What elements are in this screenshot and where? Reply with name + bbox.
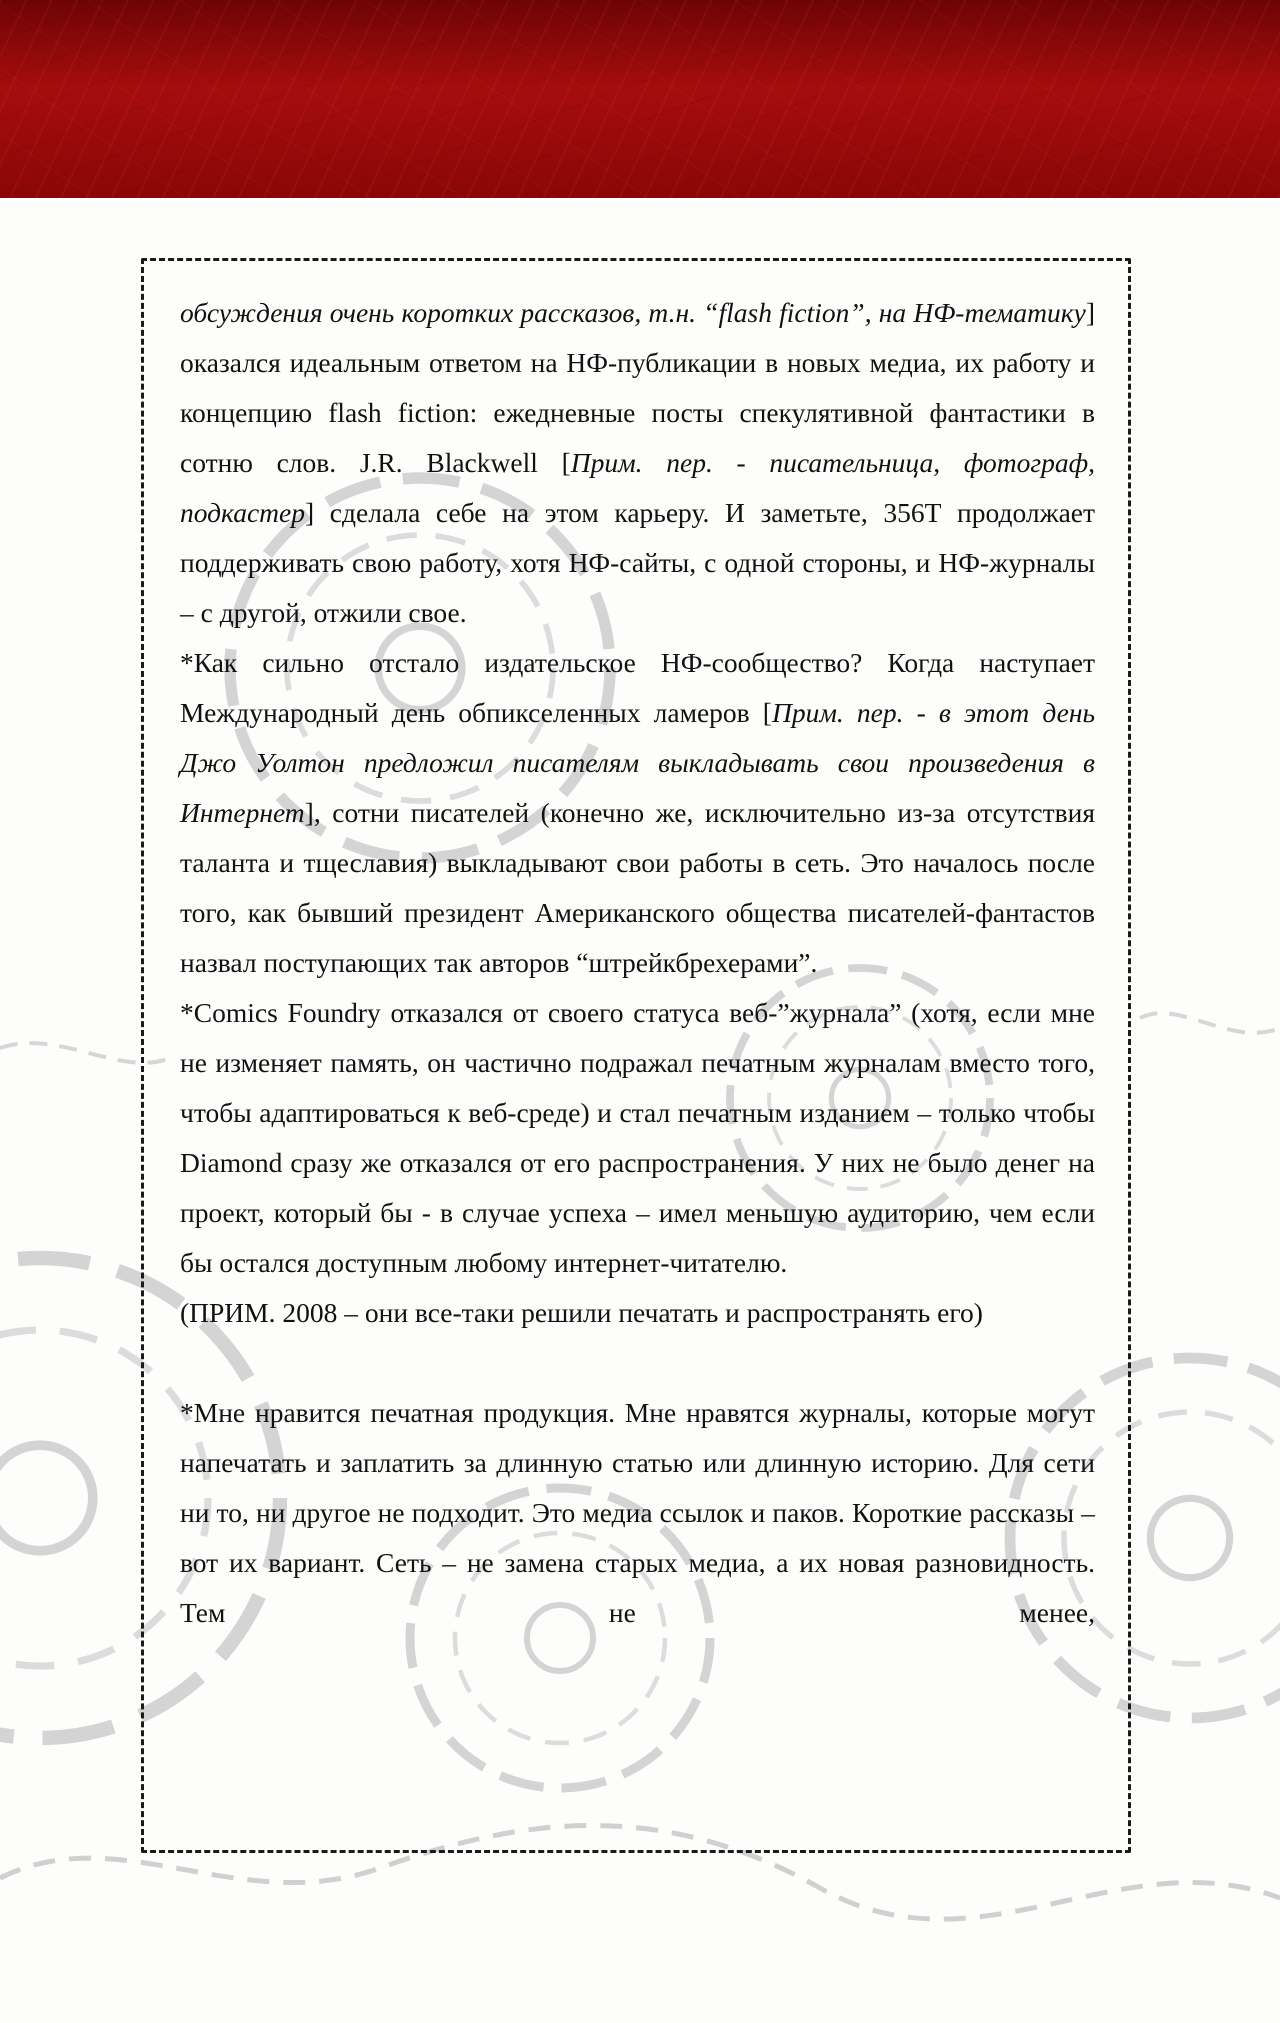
body-text: ] сделала себе на этом карьеру. И заметьте, 356Т продолжает поддерживать свою работу, хотя НФ-сайты, с одной стороны, и НФ-журналы – с другой, отжили свое. xyxy=(180,497,1095,628)
paragraph: *Comics Foundry отказался от своего статуса веб-”журнала” (хотя, если мне не изменяет память, он частично подражал печатным журналам вместо того, чтобы адаптироваться к веб-среде) и стал печатным изданием – только чтобы Diamond сразу же отказался от его распространения. У них не было денег на проект, который бы - в случае успеха – имел меньшую аудиторию, чем если бы остался доступным любому интернет-читателю. xyxy=(180,997,1095,1278)
body-text: ] оказался идеальным ответом на НФ-публикации в новых медиа, их работу и концепцию flash fiction: ежедневные посты спекулятивной фантастики в сотню слов. J.R. Blackwell [ xyxy=(180,297,1095,478)
paragraph xyxy=(180,638,1095,988)
paragraph-gap xyxy=(180,1338,1095,1388)
paragraph: (ПРИМ. 2008 – они все-таки решили печатать и распространять его) xyxy=(180,1297,983,1328)
italic-text: Прим. пер. - писательница, фотограф, подкастер xyxy=(180,447,1096,528)
italic-text: Прим. пер. - в этот день Джо Уолтон предложил писателям выкладывать свои произведения в Интернет xyxy=(180,697,1095,828)
red-banner xyxy=(0,0,1280,198)
italic-text: обсуждения очень коротких рассказов, т.н. “flash fiction”, на НФ-тематику xyxy=(180,297,1086,328)
body-text: ], сотни писателей (конечно же, исключительно из-за отсутствия таланта и тщеславия) выкладывают свои работы в сеть. Это началось после того, как бывший президент Американского общества писателей-фантастов назвал поступающих так авторов “штрейкбрехерами”. xyxy=(180,797,1095,978)
body-text: *Как сильно отстало издательское НФ-сообщество? Когда наступает Международный день обпикселенных ламеров [ xyxy=(180,647,1095,728)
paragraph xyxy=(180,288,1095,638)
paragraph: *Мне нравится печатная продукция. Мне нравятся журналы, которые могут напечатать и заплатить за длинную статью или длинную историю. Для сети ни то, ни другое не подходит. Это медиа ссылок и паков. Короткие рассказы – вот их вариант. Сеть – не замена старых медиа, а их новая разновидность. Тем не менее, xyxy=(180,1397,1095,1628)
article-body xyxy=(180,288,1095,1638)
